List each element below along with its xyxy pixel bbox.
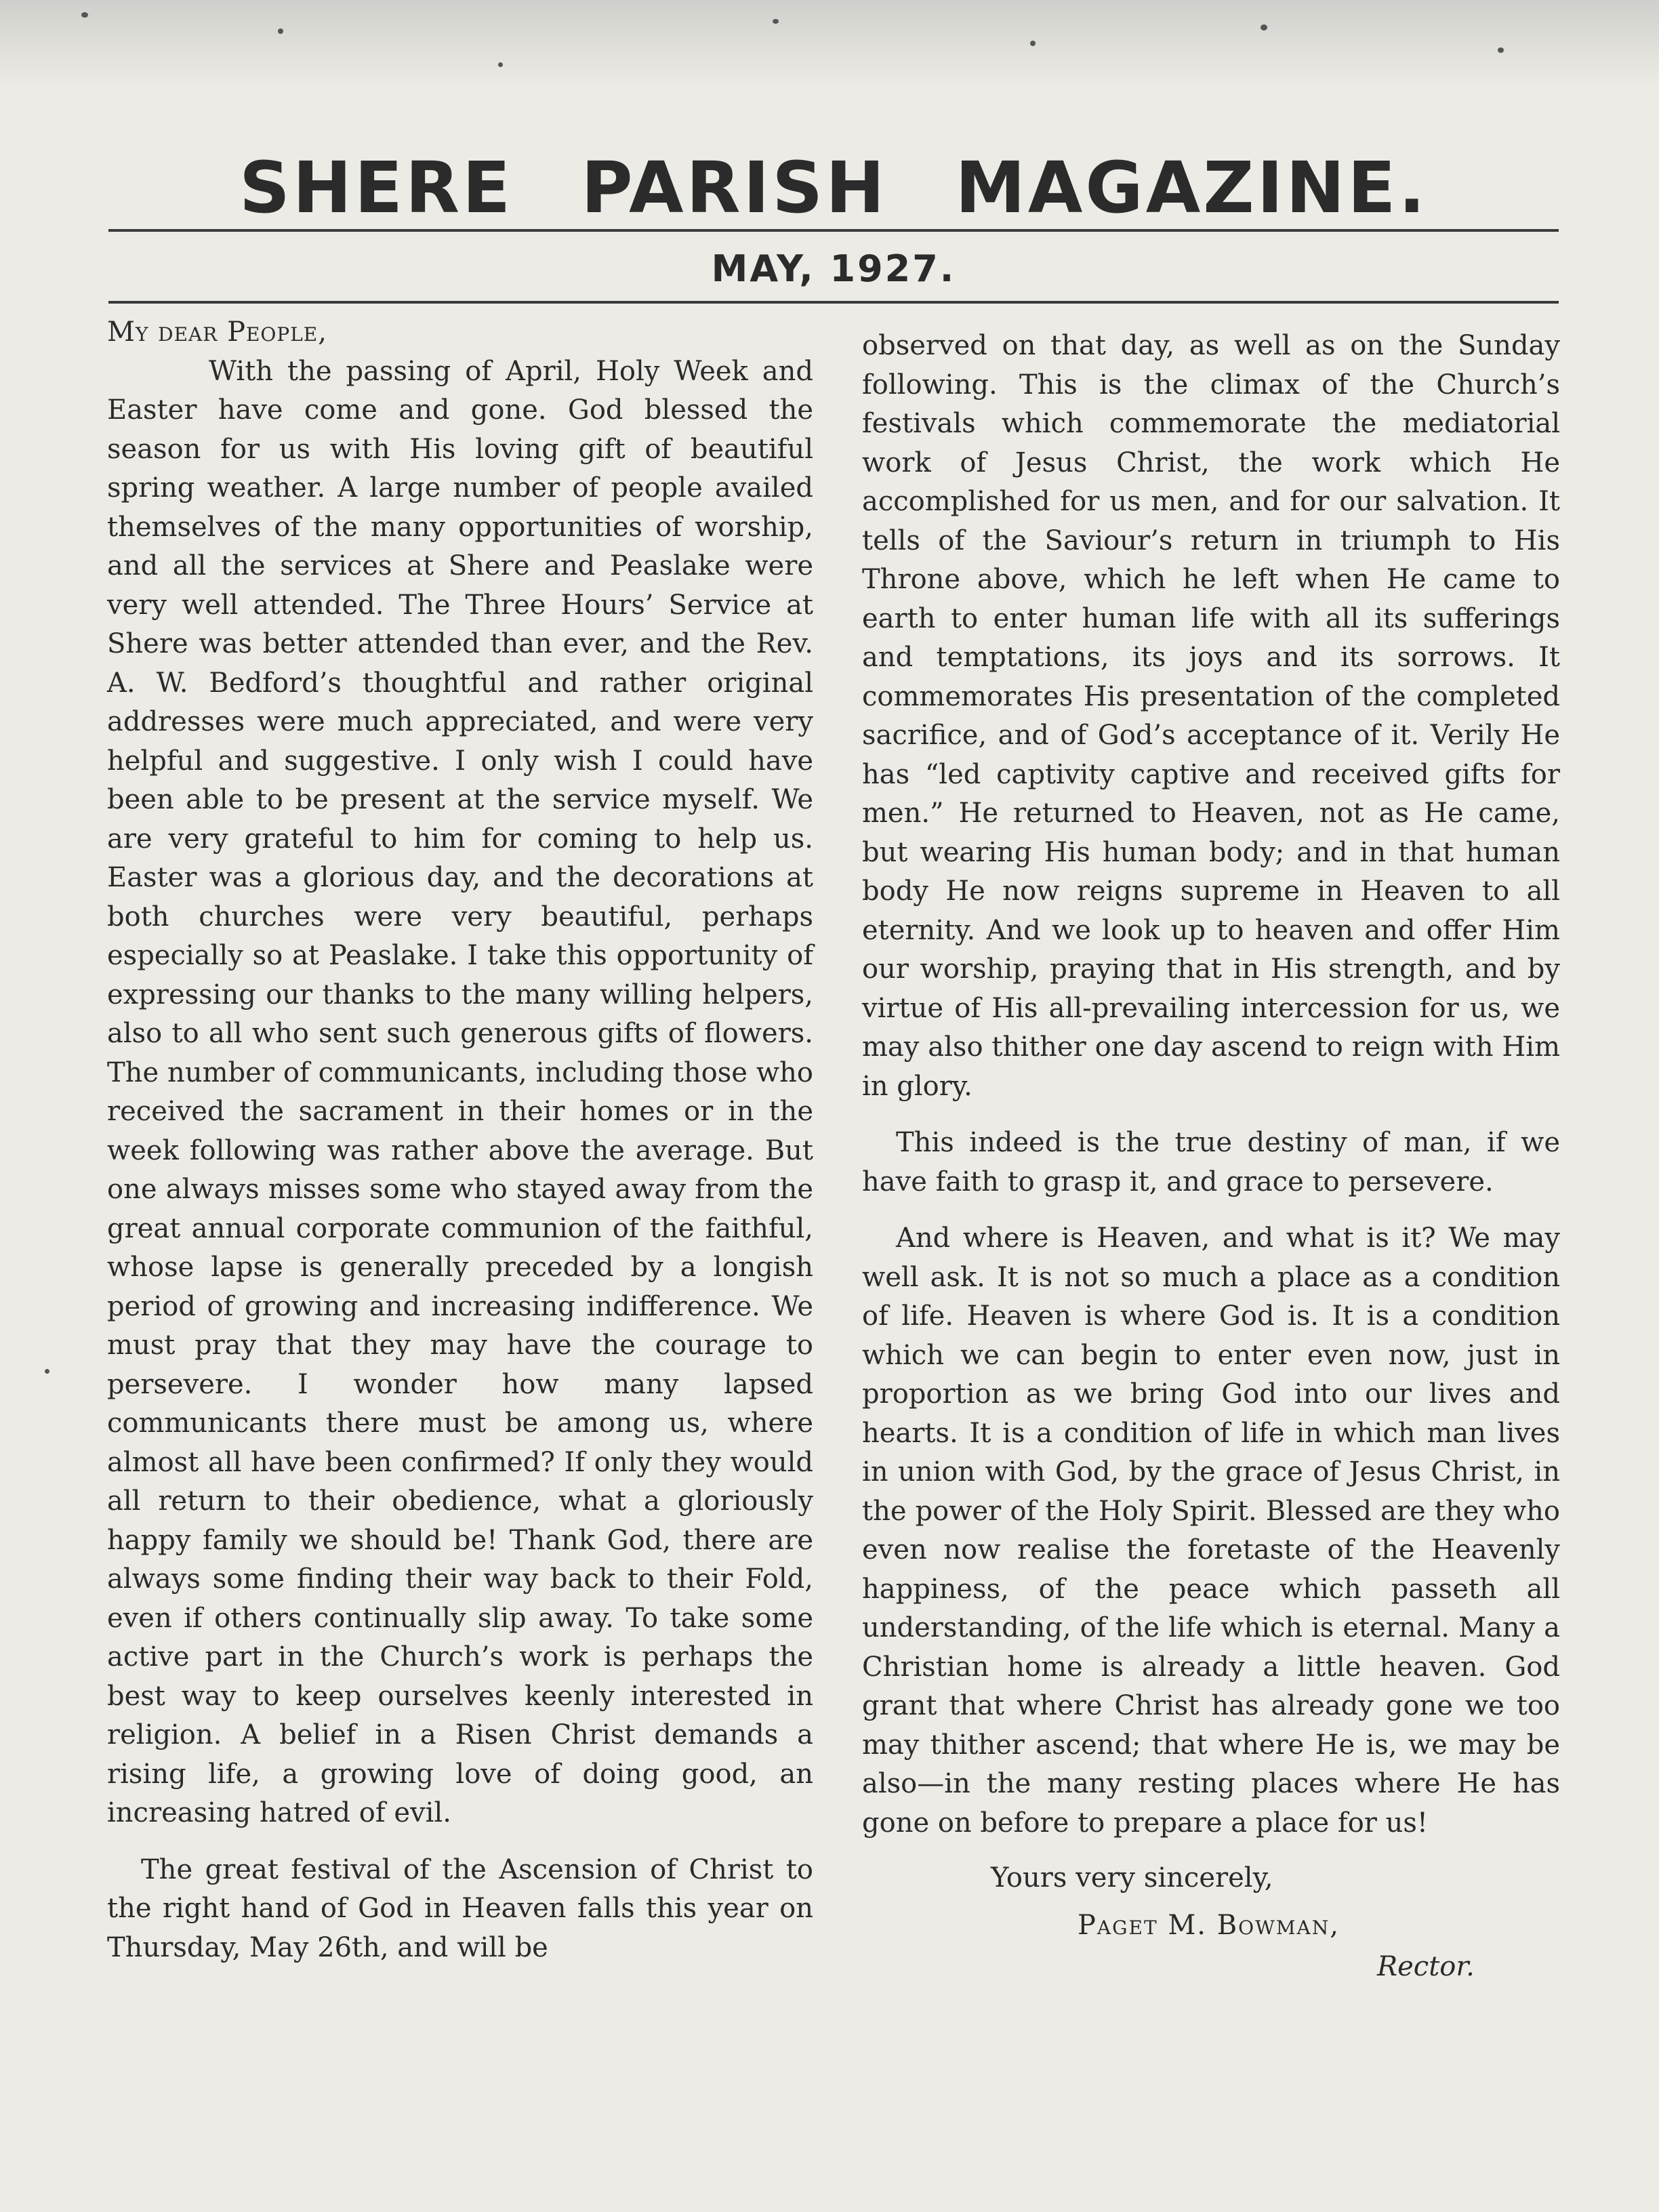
masthead-rule-top	[108, 229, 1559, 232]
signature-title: Rector.	[1377, 1951, 1475, 1982]
letter-paragraph: And where is Heaven, and what is it? We may well ask. It is not so much a place as a condition of life. Heaven is where God is. It is a condition which we can begin to enter even now, just in proportion as we bring God into our lives and hearts. It is a condition of life in which man lives in union with God, by the grace of Jesus Christ, in the power of the Holy Spirit. Blessed are they who even now realise the foretaste of the Heavenly happiness, of the peace which passeth all understanding, of the life which is eternal. Many a Christian home is already a little heaven. God grant that where Christ has already gone we too may thither ascend; that where He is, we may be also—in the many resting places where He has gone on before to prepare a place for us!	[862, 1223, 1560, 1839]
letter-paragraph: The great festival of the Ascension of Christ to the right hand of God in Heaven falls this year on Thursday, May 26th, and will be	[107, 1853, 813, 1963]
letter-paragraph: observed on that day, as well as on the Sunday following. This is the climax of the Church’s festivals which commemorate the mediatorial work of Jesus Christ, the work which He accomplished for us men, and for our salvation. It tells of the Saviour’s return in triumph to His Throne above, which he left when He came to earth to enter human life with all its sufferings and temptations, its joys and its sorrows. It commemorates His presentation of the completed sacrifice, and of God’s acceptance of it. Verily He has “led captivity captive and received gifts for men.” He returned to Heaven, not as He came, but wearing His human body; and in that human body He now reigns supreme in Heaven to all eternity. And we look up to heaven and offer Him our worship, praying that in His strength, and by virtue of His all-prevailing intercession for us, we may also thither one day ascend to reign with Him in glory.	[862, 330, 1560, 1102]
ink-speck	[1030, 41, 1036, 46]
ink-speck	[773, 19, 779, 24]
left-column	[107, 313, 813, 1967]
signature-name: Paget M. Bowman,	[1078, 1909, 1340, 1941]
ink-speck	[278, 28, 283, 34]
ink-speck	[1261, 24, 1267, 30]
ink-speck	[498, 62, 503, 67]
right-column	[862, 327, 1560, 1987]
page-top-edge	[0, 0, 1659, 88]
ink-speck	[81, 12, 88, 18]
letter-paragraph: With the passing of April, Holy Week and Easter have come and gone. God blessed the season for us with His loving gift of beautiful spring weather. A large number of people availed themselves of the many opportunities of worship, and all the services at Shere and Peaslake were very well attended. The Three Hours’ Service at Shere was better attended than ever, and the Rev. A. W. Bedford’s thoughtful and rather original addresses were much appreciated, and were very helpful and suggestive. I only wish I could have been able to be present at the service myself. We are very grateful to him for coming to help us. Easter was a glorious day, and the decorations at both churches were very beautiful, perhaps especially so at Peaslake. I take this opportunity of expressing our thanks to the many willing helpers, also to all who sent such generous gifts of flowers. The number of communicants, including those who received the sacrament in their homes or in the week following was rather above the average. But one always misses some who stayed away from the great annual corporate communion of the faithful, whose lapse is generally preceded by a longish period of growing and increasing indifference. We must pray that they may have the courage to persevere. I wonder how many lapsed communicants there must be among us, where almost all have been confirmed? If only they would all return to their obedience, what a gloriously happy family we should be! Thank God, there are always some finding their way back to their Fold, even if others continually slip away. To take some active part in the Church’s work is perhaps the best way to keep ourselves keenly interested in religion. A belief in a Risen Christ demands a rising life, a growing love of doing good, an increasing hatred of evil.	[107, 355, 813, 1828]
masthead-rule-bottom	[108, 301, 1559, 304]
ink-speck	[45, 1369, 49, 1374]
magazine-title: SHERE PARISH MAGAZINE.	[239, 146, 1428, 229]
letter-closing: Yours very sincerely,	[991, 1862, 1273, 1893]
letter-salutation: My dear People,	[107, 316, 327, 348]
issue-date: MAY, 1927.	[711, 247, 956, 290]
letter-paragraph: This indeed is the true destiny of man, if we have faith to grasp it, and grace to persevere.	[862, 1127, 1560, 1197]
ink-speck	[1498, 47, 1504, 53]
